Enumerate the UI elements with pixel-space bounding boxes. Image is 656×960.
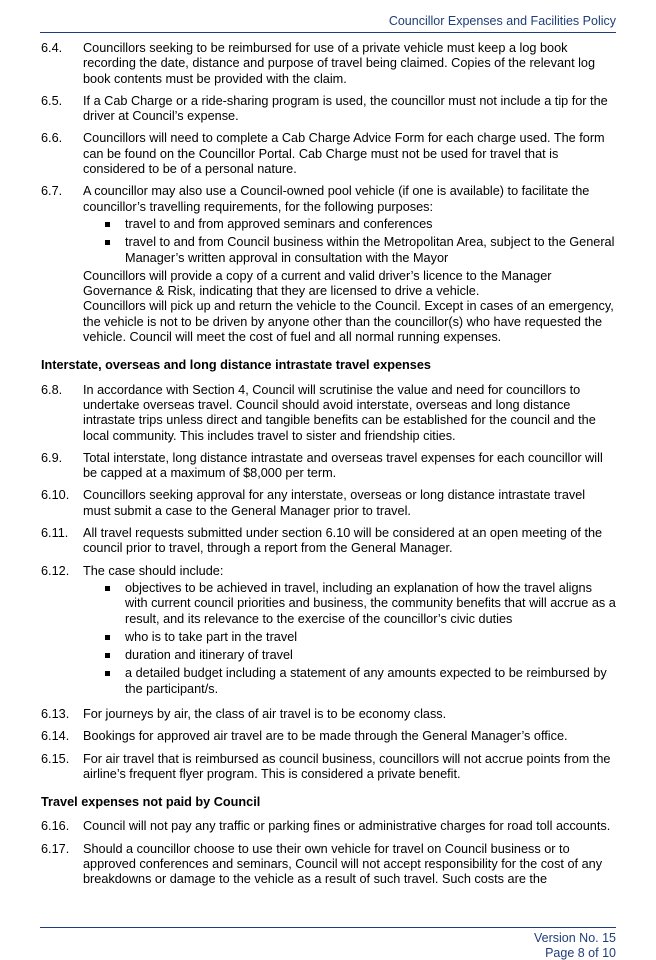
paragraph: Councillors will provide a copy of a current and valid driver’s licence to the Manager Governance & Risk, indicating that they are licensed to drive a vehicle.	[83, 268, 552, 299]
clause-6-13	[41, 707, 616, 722]
clause-text: Should a councillor choose to use their own vehicle for travel on Council business or to approved conferences and seminars, Council will not accept responsibility for the cost of any breakdowns or damage to the vehicle as a result of such travel. Such costs are the	[83, 841, 603, 887]
clause-number: 6.4.	[41, 41, 63, 55]
clause-6-15	[41, 752, 616, 783]
clause-6-14	[41, 729, 616, 744]
header-title: Councillor Expenses and Facilities Policy	[388, 14, 616, 28]
list-item: travel to and from approved seminars and conferences	[83, 217, 616, 232]
document-body	[41, 41, 616, 895]
clause-text: A councillor may also use a Council-owned pool vehicle (if one is available) to facilitate the councillor’s travelling requirements, for the following purposes:	[83, 184, 590, 214]
list-item: who is to take part in the travel	[83, 630, 616, 645]
clause-6-9	[41, 451, 616, 482]
header-rule	[40, 32, 616, 33]
clause-number: 6.8.	[41, 382, 63, 397]
footer-version: Version No. 15	[534, 931, 616, 945]
clause-6-16	[41, 819, 616, 834]
clause-number: 6.14.	[41, 729, 70, 744]
clause-number: 6.16.	[41, 819, 70, 834]
clause-6-5	[41, 94, 616, 125]
clause-text: Councillors will need to complete a Cab Charge Advice Form for each charge used. The form can be found on the Councillor Portal. Cab Charge must not be used for travel that is considered to be of a personal nature.	[83, 131, 605, 177]
bullet-list	[83, 581, 616, 697]
clause-number: 6.9.	[41, 450, 63, 465]
clause-6-4	[41, 41, 616, 87]
clause-6-12	[41, 564, 616, 700]
clause-text: Bookings for approved air travel are to be made through the General Manager’s office.	[83, 729, 568, 744]
clause-text: For journeys by air, the class of air travel is to be economy class.	[83, 706, 447, 721]
clause-6-8	[41, 383, 616, 444]
clause-6-6	[41, 131, 616, 177]
footer-rule	[40, 927, 616, 928]
clause-text: Councillors seeking approval for any interstate, overseas or long distance intrastate travel must submit a case to the General Manager prior to travel.	[83, 488, 586, 518]
clause-number: 6.12.	[41, 563, 70, 578]
section-heading-not-paid: Travel expenses not paid by Council	[41, 795, 261, 810]
clause-text: All travel requests submitted under section 6.10 will be considered at an open meeting of the council prior to travel, through a report from the General Manager.	[83, 526, 603, 556]
clause-number: 6.13.	[41, 706, 70, 721]
clause-number: 6.11.	[41, 526, 69, 541]
clause-text: Total interstate, long distance intrastate and overseas travel expenses for each councillor will be capped at a maximum of $8,000 per term.	[83, 450, 603, 481]
clause-text: If a Cab Charge or a ride-sharing program is used, the councillor must not include a tip for the driver at Council’s expense.	[83, 93, 608, 124]
clause-text: For air travel that is reimbursed as council business, councillors will not accrue points from the airline’s frequent flyer program. This is considered a private benefit.	[83, 751, 611, 781]
list-item: a detailed budget including a statement of any amounts expected to be reimbursed by the participant/s.	[83, 666, 616, 697]
list-item: travel to and from Council business within the Metropolitan Area, subject to the General Manager’s written approval in consultation with the Mayor	[83, 235, 616, 266]
clause-text: Councillors seeking to be reimbursed for use of a private vehicle must keep a log book recording the date, distance and purpose of travel being claimed. Copies of the relevant log book contents must be provided with the claim.	[83, 41, 596, 86]
footer-page-number: Page 8 of 10	[545, 946, 616, 960]
clause-number: 6.17.	[41, 841, 70, 856]
list-item: duration and itinerary of travel	[83, 648, 616, 663]
paragraph: Councillors will pick up and return the vehicle to the Council. Except in cases of an emergency, the vehicle is not to be driven by anyone other than the councillor(s) who have requested the vehicle. Council will meet the cost of fuel and all normal running expenses.	[83, 299, 614, 345]
bullet-list	[83, 217, 616, 266]
clause-text: Council will not pay any traffic or parking fines or administrative charges for road toll accounts.	[83, 819, 611, 834]
clause-number: 6.7.	[41, 184, 63, 199]
clause-6-7	[41, 184, 616, 345]
clause-text: In accordance with Section 4, Council will scrutinise the value and need for councillors to undertake overseas travel. Council should avoid interstate, overseas and long distance intrastate trips unless direct and tangible benefits can be established for the council and the local community. This includes travel to sister and friendship cities.	[83, 382, 596, 443]
clause-number: 6.15.	[41, 751, 70, 766]
clause-6-11	[41, 526, 616, 557]
clause-6-17	[41, 842, 616, 888]
clause-number: 6.10.	[41, 488, 70, 503]
clause-6-10	[41, 488, 616, 519]
list-item: objectives to be achieved in travel, including an explanation of how the travel aligns with current council priorities and business, the community benefits that will accrue as a result, and its relevance to the exercise of the councillor’s civic duties	[83, 581, 616, 627]
clause-number: 6.6.	[41, 131, 63, 146]
clause-number: 6.5.	[41, 93, 63, 108]
section-heading-interstate: Interstate, overseas and long distance intrastate travel expenses	[41, 358, 431, 373]
clause-text: The case should include:	[83, 563, 224, 578]
